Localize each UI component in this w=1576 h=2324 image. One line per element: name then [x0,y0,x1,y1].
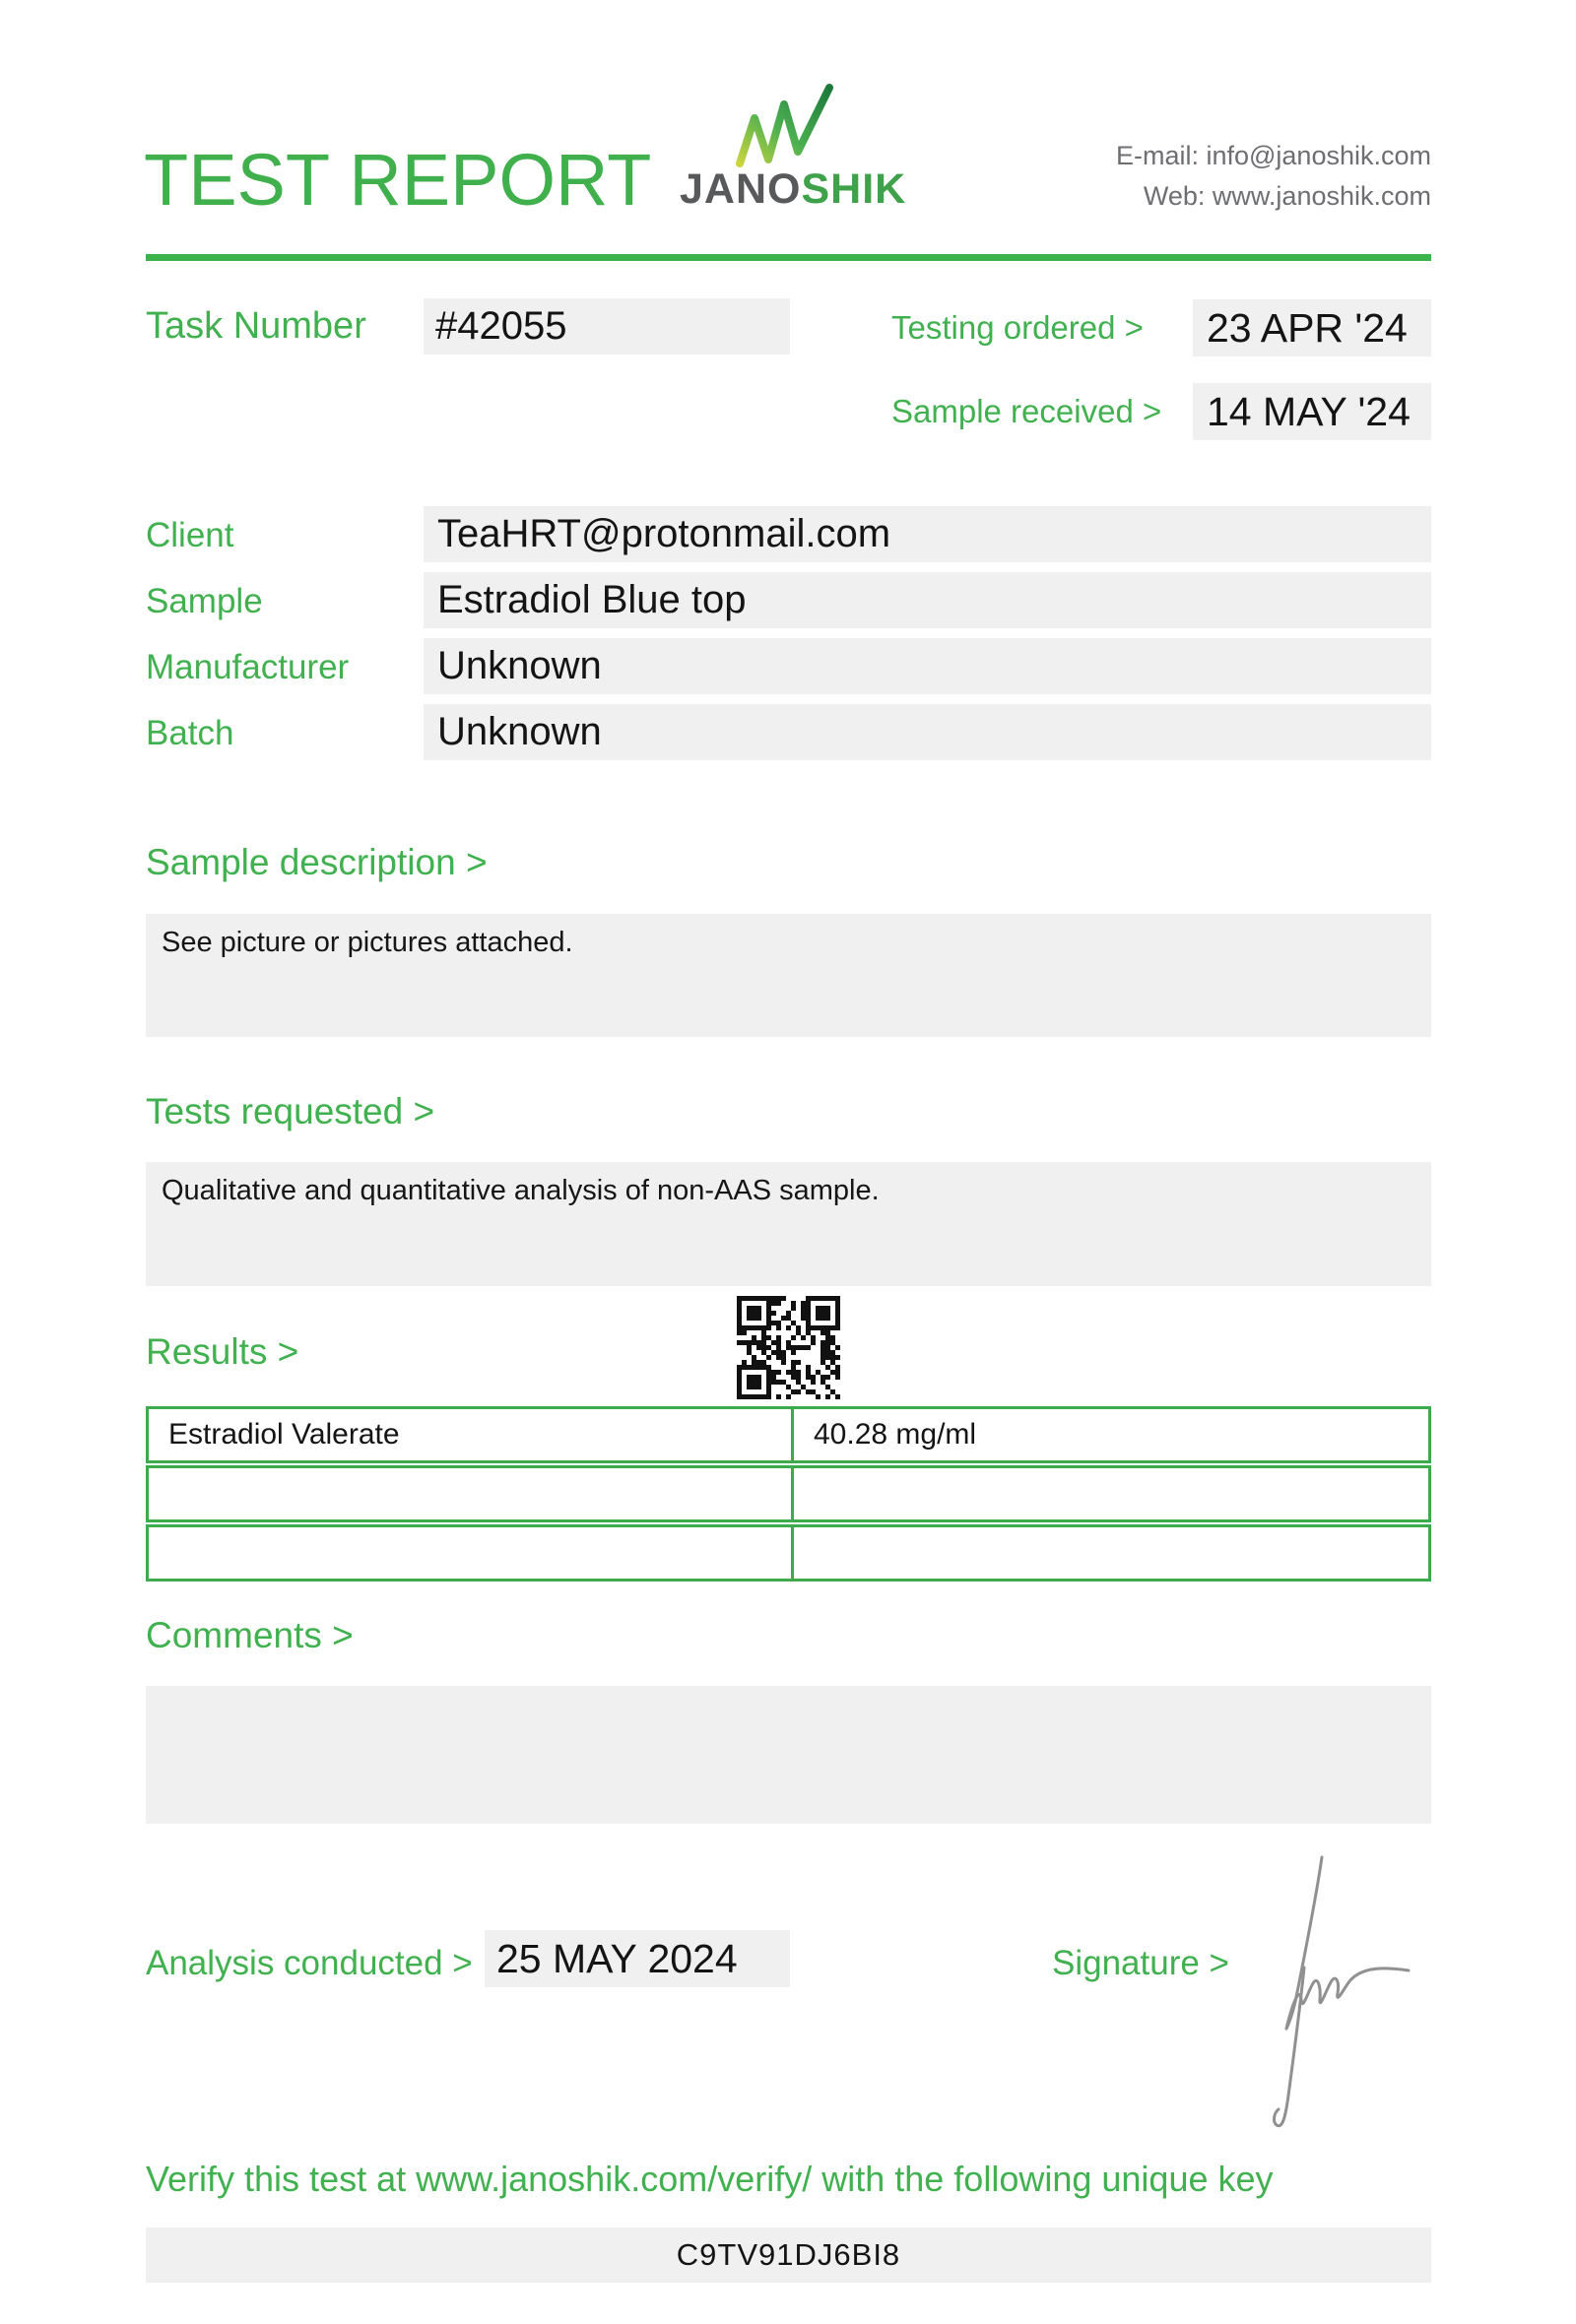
result-analyte [149,1468,794,1519]
sample-received-value: 14 MAY '24 [1207,389,1411,434]
analysis-date-box [485,1930,790,1987]
batch-label: Batch [146,714,234,752]
task-number-label: Task Number [146,305,366,347]
logo-shik: SHIK [801,165,907,213]
signature-image [1261,1849,1428,2140]
results-table [146,1406,1431,1582]
analysis-date-value: 25 MAY 2024 [496,1936,738,1981]
manufacturer-label: Manufacturer [146,648,350,686]
logo-jano: JANO [680,165,802,213]
tests-requested-box [146,1162,1431,1286]
batch-box [424,704,1431,760]
verify-instruction: Verify this test at www.janoshik.com/verify/ with the following unique key [146,2159,1274,2199]
manufacturer-value: Unknown [437,644,602,687]
sample-box [424,572,1431,628]
sample-label: Sample [146,582,263,620]
sample-value: Estradiol Blue top [437,578,747,621]
comments-text [146,1686,1431,1711]
client-value: TeaHRT@protonmail.com [437,512,891,555]
contact-block [939,136,1431,216]
manufacturer-box [424,638,1431,694]
unique-key-value: C9TV91DJ6BI8 [676,2237,901,2272]
batch-value: Unknown [437,710,602,753]
logo-wordmark [680,165,906,214]
task-number-value: #42055 [435,304,567,348]
tests-requested-heading: Tests requested > [146,1091,435,1131]
contact-web: Web: www.janoshik.com [1143,180,1431,211]
client-label: Client [146,516,234,554]
sample-description-heading: Sample description > [146,842,488,882]
testing-ordered-value: 23 APR '24 [1207,305,1408,351]
result-value [794,1527,1428,1579]
tests-requested-text: Qualitative and quantitative analysis of non-AAS sample. [162,1175,880,1206]
result-analyte [149,1527,794,1579]
comments-box [146,1686,1431,1824]
table-row [146,1465,1431,1522]
logo-chart-icon [733,81,843,169]
table-row [146,1524,1431,1582]
results-heading: Results > [146,1331,299,1372]
qr-code [737,1296,840,1399]
sample-description-box [146,914,1431,1037]
result-analyte: Estradiol Valerate [149,1409,794,1460]
header-divider [146,254,1431,261]
unique-key-box [146,2227,1431,2283]
result-value [794,1468,1428,1519]
signature-label: Signature > [1052,1944,1229,1982]
comments-heading: Comments > [146,1615,354,1655]
task-number-box [424,298,790,355]
page-title: TEST REPORT [144,139,652,221]
testing-ordered-box [1193,299,1431,356]
table-row [146,1406,1431,1463]
client-box [424,506,1431,562]
testing-ordered-label: Testing ordered > [891,309,1144,346]
sample-description-text: See picture or pictures attached. [162,927,573,958]
result-value: 40.28 mg/ml [814,1418,977,1451]
sample-received-box [1193,383,1431,440]
contact-email: E-mail: info@janoshik.com [1115,141,1431,170]
analysis-conducted-label: Analysis conducted > [146,1944,473,1982]
sample-received-label: Sample received > [891,393,1162,429]
